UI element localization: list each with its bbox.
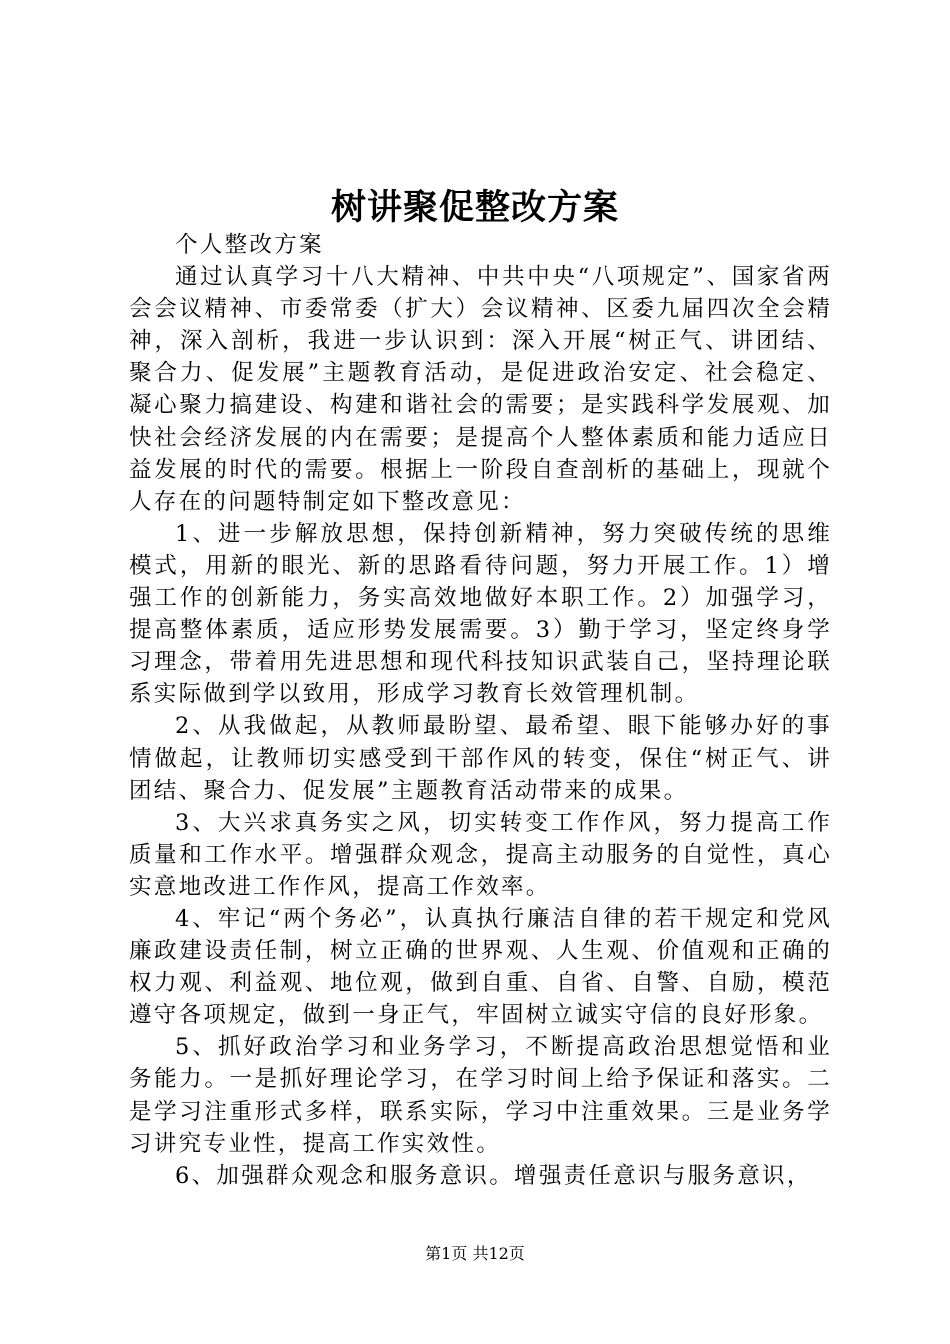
paragraph-item-4: 4、牢记“两个务必”，认真执行廉洁自律的若干规定和党风廉政建设责任制，树立正确的世界观、人生观、价值观和正确的权力观、利益观、地位观，做到自重、自省、自警、自励，模范遵守各项规定，做到一身正气，牢固树立诚实守信的良好形象。: [129, 905, 832, 1029]
paragraph-item-3: 3、大兴求真务实之风，切实转变工作作风，努力提高工作质量和工作水平。增强群众观念，提高主动服务的自觉性，真心实意地改进工作作风，提高工作效率。: [129, 809, 832, 900]
paragraph-intro: 通过认真学习十八大精神、中共中央“八项规定”、国家省两会会议精神、市委常委（扩大）会议精神、区委九届四次全会精神，深入剖析，我进一步认识到：深入开展“树正气、讲团结、聚合力、促发展”主题教育活动，是促进政治安定、社会稳定、凝心聚力搞建设、构建和谐社会的需要；是实践科学发展观、加快社会经济发展的内在需要；是提高个人整体素质和能力适应日益发展的时代的需要。根据上一阶段自查剖析的基础上，现就个人存在的问题特制定如下整改意见：: [129, 264, 832, 515]
paragraph-item-6: 6、加强群众观念和服务意识。增强责任意识与服务意识，: [175, 1162, 812, 1189]
paragraph-item-5: 5、抓好政治学习和业务学习，不断提高政治思想觉悟和业务能力。一是抓好理论学习，在学习时间上给予保证和落实。二是学习注重形式多样，联系实际，学习中注重效果。三是业务学习讲究专业性，提高工作实效性。: [129, 1034, 832, 1157]
document-body: [129, 229, 832, 1192]
paragraph-subtitle: 个人整改方案: [175, 232, 324, 258]
document-title: 树讲聚促整改方案: [330, 187, 619, 228]
paragraph-item-1: 1、进一步解放思想，保持创新精神，努力突破传统的思维模式，用新的眼光、新的思路看待问题，努力开展工作。1）增强工作的创新能力，务实高效地做好本职工作。2）加强学习，提高整体素质，适应形势发展需要。3）勤于学习，坚定终身学习理念，带着用先进思想和现代科技知识武装自己，坚持理论联系实际做到学以致用，形成学习教育长效管理机制。: [129, 520, 832, 708]
paragraph-item-2: 2、从我做起，从教师最盼望、最希望、眼下能够办好的事情做起，让教师切实感受到干部作风的转变，保住“树正气、讲团结、聚合力、促发展”主题教育活动带来的成果。: [129, 713, 832, 804]
page-number-footer: 第1页 共12页: [425, 1244, 525, 1263]
